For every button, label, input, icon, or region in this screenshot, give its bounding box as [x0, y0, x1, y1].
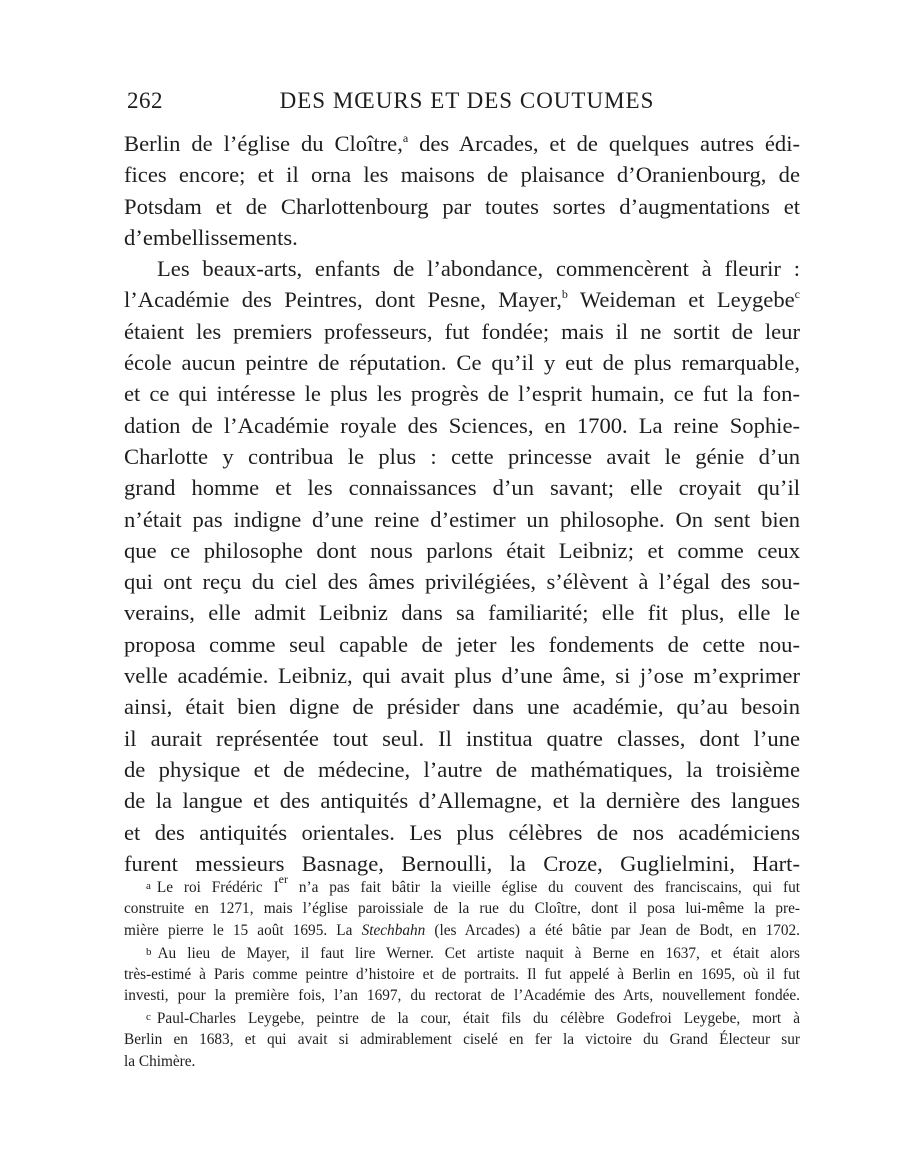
footnote-a: a Le roi Frédéric Ier n’a pas fait bâtir la vieille église du couvent des franciscains, qui fut	[146, 872, 801, 896]
footnote-marker-a: a	[146, 880, 151, 892]
footnote-ref-a[interactable]: a	[402, 131, 409, 145]
main-text	[124, 128, 800, 879]
text-line: ainsi, était bien digne de présider dans une académie, qu’au besoin	[124, 694, 800, 720]
footnote-line: très-estimé à Paris comme peintre d’histoire et de portraits. Il fut appelé à Berlin en 1695, où il fut	[124, 965, 800, 983]
text-line: Potsdam et de Charlottenbourg par toutes sortes d’augmentations et	[124, 193, 800, 219]
text-line: qui ont reçu du ciel des âmes privilégiées, s’élèvent à l’égal des sou-	[124, 569, 800, 595]
text-line: velle académie. Leibniz, qui avait plus d’une âme, si j’ose m’exprimer	[124, 663, 800, 689]
text-line: fices encore; et il orna les maisons de plaisance d’Oranienbourg, de	[124, 162, 800, 188]
text-line: école aucun peintre de réputation. Ce qu’il y eut de plus remarquable,	[124, 350, 800, 376]
footnote-line: investi, pour la première fois, l’an 1697, du rectorat de l’Académie des Arts, nouvellement fondée.	[124, 987, 800, 1005]
text-line: verains, elle admit Leibniz dans sa familiarité; elle fit plus, elle le	[124, 600, 800, 626]
text-line: grand homme et les connaissances d’un savant; elle croyait qu’il	[124, 475, 800, 501]
text-line: et ce qui intéresse le plus les progrès de l’esprit humain, ce fut la fon-	[124, 381, 800, 407]
page-number: 262	[127, 88, 163, 113]
footnote-ref-c[interactable]: c	[794, 287, 800, 302]
text-line: dation de l’Académie royale des Sciences, en 1700. La reine Sophie-	[124, 412, 800, 438]
footnote-b: b Au lieu de Mayer, il faut lire Werner. Cet artiste naquit à Berne en 1637, et était alors	[146, 944, 800, 962]
text-line: Les beaux-arts, enfants de l’abondance, commencèrent à fleurir :	[157, 256, 800, 282]
running-title: DES MŒURS ET DES COUTUMES	[279, 88, 655, 113]
text-line: proposa comme seul capable de jeter les fondements de cette nou-	[124, 631, 800, 657]
text-line: que ce philosophe dont nous parlons était Leibniz; et comme ceux	[124, 537, 800, 563]
footnote-c: c Paul-Charles Leygebe, peintre de la cour, était fils du célèbre Godefroi Leygebe, mort à	[146, 1010, 800, 1028]
text-line: de la langue et des antiquités d’Allemagne, et la dernière des langues	[124, 788, 800, 814]
footnote-line: Berlin en 1683, et qui avait si admirablement ciselé en fer la victoire du Grand Électeur sur	[124, 1031, 800, 1049]
text-line: Charlotte y contribua le plus : cette princesse avait le génie d’un	[124, 443, 800, 469]
text-line: d’embellissements.	[124, 224, 298, 250]
text-line: l’Académie des Peintres, dont Pesne, Mayer,$^b$ Weideman et Leygebe$^c$	[124, 287, 800, 313]
footnote-line: la Chimère.	[124, 1053, 196, 1071]
text-line: Berlin de l’église du Cloître,$^a$ des Arcades, et de quelques autres édi-	[124, 131, 801, 156]
footnote-line: construite en 1271, mais l’église paroissiale de la rue du Cloître, dont il posa lui-même la pre-	[124, 899, 800, 917]
text-line: étaient les premiers professeurs, fut fondée; mais il ne sortit de leur	[124, 318, 800, 344]
footnote-marker-b: b	[146, 945, 152, 958]
page-header	[124, 84, 800, 120]
text-line: furent messieurs Basnage, Bernoulli, la Croze, Guglielmini, Hart-	[124, 850, 800, 876]
footnotes	[124, 872, 801, 1073]
footnote-ref-b[interactable]: b	[561, 287, 568, 302]
text-line: n’était pas indigne d’une reine d’estimer un philosophe. On sent bien	[124, 506, 800, 532]
text-line: et des antiquités orientales. Les plus célèbres de nos académiciens	[124, 819, 800, 845]
footnote-line: mière pierre le 15 août 1695. La Stechbahn (les Arcades) a été bâtie par Jean de Bodt, en 1702.	[124, 921, 800, 939]
text-line: il aurait représentée tout seul. Il institua quatre classes, dont l’une	[124, 725, 800, 751]
footnote-marker-c: c	[146, 1011, 151, 1024]
text-line: de physique et de médecine, l’autre de mathématiques, la troisième	[124, 756, 800, 782]
